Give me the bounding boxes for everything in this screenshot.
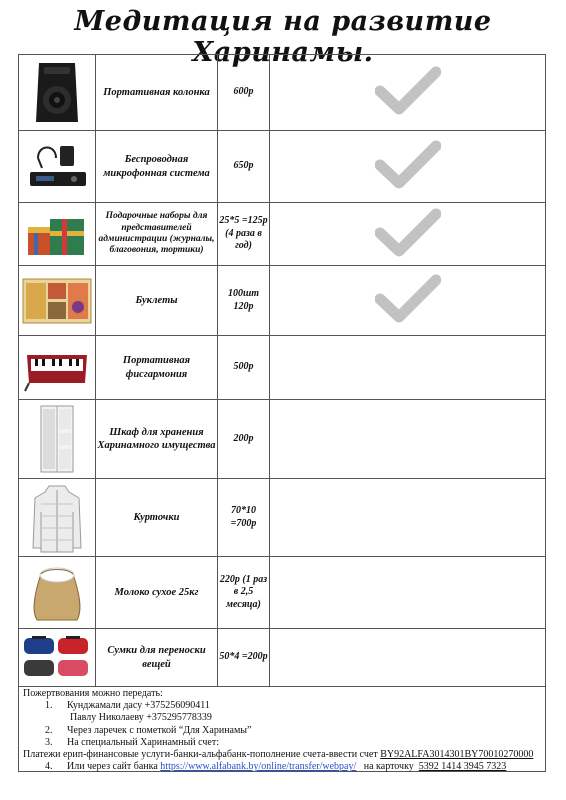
item-name: Молоко сухое 25кг <box>96 557 218 629</box>
table-row <box>19 557 546 629</box>
duffel-bags-icon <box>22 634 92 682</box>
item-name: Беспроводная микрофонная система <box>96 131 218 203</box>
item-price: 200р <box>218 400 270 479</box>
table-row <box>19 629 546 687</box>
table-row <box>19 203 546 266</box>
account-option: На специальный Харинамный счет: <box>67 736 219 748</box>
table-row <box>19 266 546 336</box>
item-price: 50*4 =200р <box>218 629 270 687</box>
donation-info <box>18 686 546 772</box>
milk-sack-icon <box>27 562 87 624</box>
bank-link[interactable]: https://www.alfabank.by/online/transfer/webpay/ <box>160 761 357 773</box>
table-row <box>19 479 546 557</box>
donation-intro: Пожертвования можно передать: <box>23 688 163 699</box>
item-price: 500р <box>218 336 270 400</box>
list-number: 4. <box>45 761 53 773</box>
jacket-icon <box>31 482 83 554</box>
item-name: Подарочные наборы для представителей администрации (журналы, благовония, тортики) <box>96 203 218 266</box>
item-price: 25*5 =125р (4 раза в год) <box>218 203 270 266</box>
checkmark-icon <box>375 273 441 323</box>
item-price: 220р (1 раз в 2,5 месяца) <box>218 557 270 629</box>
checkmark-icon <box>375 139 441 189</box>
payment-path: Платежи ерип-финансовые услуги-банки-альфабанк-пополнение счета-ввести счет <box>23 749 378 761</box>
item-price: 100шт 120р <box>218 266 270 336</box>
speaker-icon <box>32 60 82 126</box>
list-number: 1. <box>45 700 53 712</box>
wireless-microphone-icon <box>24 138 90 196</box>
account-number: BY92ALFA3014301BY70010270000 <box>380 749 534 761</box>
checkmark-icon <box>375 65 441 115</box>
item-price: 70*10 =700р <box>218 479 270 557</box>
contact-2: Павлу Николаеву +375295778339 <box>70 712 212 724</box>
list-number: 2. <box>45 724 53 736</box>
list-number: 3. <box>45 736 53 748</box>
item-name: Портативная колонка <box>96 55 218 131</box>
cabinet-icon <box>35 403 79 475</box>
table-row <box>19 55 546 131</box>
item-name: Шкаф для хранения Харинамного имущества <box>96 400 218 479</box>
card-text: на карточку <box>363 761 414 773</box>
item-name: Сумки для переноски вещей <box>96 629 218 687</box>
stall-option: Через ларечек с пометкой “Для Харинамы” <box>67 724 252 736</box>
bank-site-text: Или через сайт банка <box>67 761 158 773</box>
items-table <box>18 54 546 687</box>
item-price: 600р <box>218 55 270 131</box>
harmonium-icon <box>23 341 91 395</box>
item-name: Портативная фисгармония <box>96 336 218 400</box>
page-title: Медитация на развитие Харинамы. <box>74 6 492 68</box>
checkmark-icon <box>375 207 441 257</box>
card-number: 5392 1414 3945 7323 <box>418 761 507 773</box>
contact-1: Кунджамали дасу +375256090411 <box>67 700 210 712</box>
table-row <box>19 131 546 203</box>
table-row <box>19 400 546 479</box>
item-name: Курточки <box>96 479 218 557</box>
table-row <box>19 336 546 400</box>
item-price: 650р <box>218 131 270 203</box>
gift-boxes-icon <box>24 209 90 259</box>
item-name: Буклеты <box>96 266 218 336</box>
booklet-icon <box>22 277 92 325</box>
